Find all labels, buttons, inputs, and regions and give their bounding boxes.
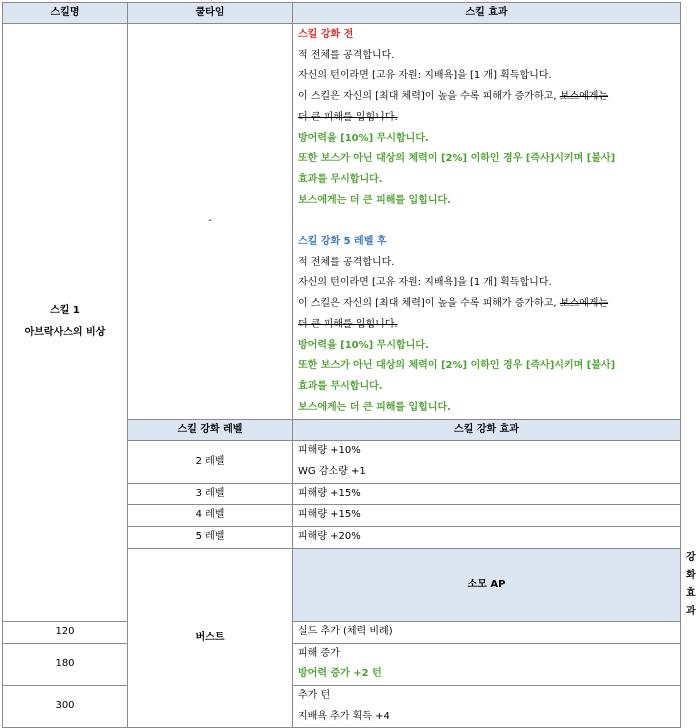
before-green3: 효과를 무시합니다. (298, 173, 383, 185)
burst-ap: 120 (3, 621, 128, 643)
burst-effect-line: 피해 증가 (298, 647, 340, 659)
before-line2: 자신의 턴이라면 [고유 자원: 지배욕]을 [1 개] 획득합니다. (298, 70, 552, 82)
after-line3 (298, 294, 675, 315)
table-row (3, 643, 681, 685)
after-green3: 효과를 무시합니다. (298, 380, 383, 392)
burst-ap: 180 (3, 643, 128, 685)
before-line3-strike: 보스에게는 (559, 91, 609, 103)
table-row (3, 621, 681, 643)
enh-header-effect: 스킬 강화 효과 (293, 420, 681, 441)
skill1-main-row (3, 24, 681, 420)
after-line3-strike: 보스에게는 (559, 298, 609, 310)
before-line3 (298, 87, 675, 108)
skill1-name-cell (3, 24, 128, 622)
before-green4: 보스에게는 더 큰 피해를 입힙니다. (298, 194, 451, 206)
header-skill-effect: 스킬 효과 (293, 3, 681, 24)
burst-effect (293, 685, 681, 727)
after-line1: 적 전체를 공격합니다. (298, 256, 395, 268)
before-green1: 방어력을 [10%] 무시합니다. (298, 132, 429, 144)
table-header-row (3, 3, 681, 24)
enh-effect-line: 피해량 +10% (298, 445, 361, 457)
enh-effect-line: WG 감소량 +1 (298, 466, 366, 478)
enh-effect: 피해량 +15% (293, 505, 681, 527)
before-line4: 더 큰 피해를 입힙니다. (298, 111, 398, 123)
enh-level: 3 레벨 (128, 483, 293, 505)
before-line1: 적 전체를 공격합니다. (298, 49, 395, 61)
skill1-effect-cell (293, 24, 681, 420)
burst-effect (293, 643, 681, 685)
skill-table (2, 2, 696, 728)
burst-header-row: 버스트 소모 AP 강화 효과 (3, 548, 681, 621)
burst-name-cell: 버스트 (128, 548, 293, 728)
burst-effect-line: 지배욕 추가 획득 +4 (298, 710, 390, 722)
after-line4: 더 큰 피해를 입힙니다. (298, 318, 398, 330)
enh-effect: 피해량 +15% (293, 483, 681, 505)
skill1-title: 아브락사스의 비상 (24, 327, 106, 339)
enh-level: 5 레벨 (128, 527, 293, 549)
after-green1: 방어력을 [10%] 무시합니다. (298, 339, 429, 351)
header-skill-name: 스킬명 (3, 3, 128, 24)
header-cooldown: 쿨타임 (128, 3, 293, 24)
after-line2: 자신의 턴이라면 [고유 자원: 지배욕]을 [1 개] 획득합니다. (298, 277, 552, 289)
burst-header-ap: 소모 AP (293, 548, 681, 621)
burst-effect-line: 방어력 증가 +2 턴 (298, 668, 382, 680)
enh-level: 4 레벨 (128, 505, 293, 527)
enh-header-level: 스킬 강화 레벨 (128, 420, 293, 441)
enh-effect: 피해량 +20% (293, 527, 681, 549)
before-line3-text: 이 스킬은 자신의 [최대 체력]이 높을 수록 피해가 증가하고, (298, 91, 560, 103)
burst-ap: 300 (3, 685, 128, 727)
after-title: 스킬 강화 5 레벨 후 (298, 236, 387, 248)
after-green2: 또한 보스가 아닌 대상의 체력이 [2%] 이하인 경우 [즉사]시키며 [불사] (298, 360, 616, 372)
enh-level: 2 레벨 (128, 441, 293, 483)
after-green4: 보스에게는 더 큰 피해를 입힙니다. (298, 401, 451, 413)
skill1-cooldown: - (128, 24, 293, 420)
enh-effect (293, 441, 681, 483)
spacer (298, 211, 675, 232)
before-title: 스킬 강화 전 (298, 29, 354, 40)
burst-effect: 실드 추가 (체력 비례) (293, 621, 681, 643)
after-line3-text: 이 스킬은 자신의 [최대 체력]이 높을 수록 피해가 증가하고, (298, 298, 560, 310)
burst-effect-line: 추가 턴 (298, 689, 331, 701)
table-row (3, 685, 681, 727)
skill1-number: 스킬 1 (50, 305, 80, 317)
before-green2: 또한 보스가 아닌 대상의 체력이 [2%] 이하인 경우 [즉사]시키며 [불사] (298, 153, 616, 165)
